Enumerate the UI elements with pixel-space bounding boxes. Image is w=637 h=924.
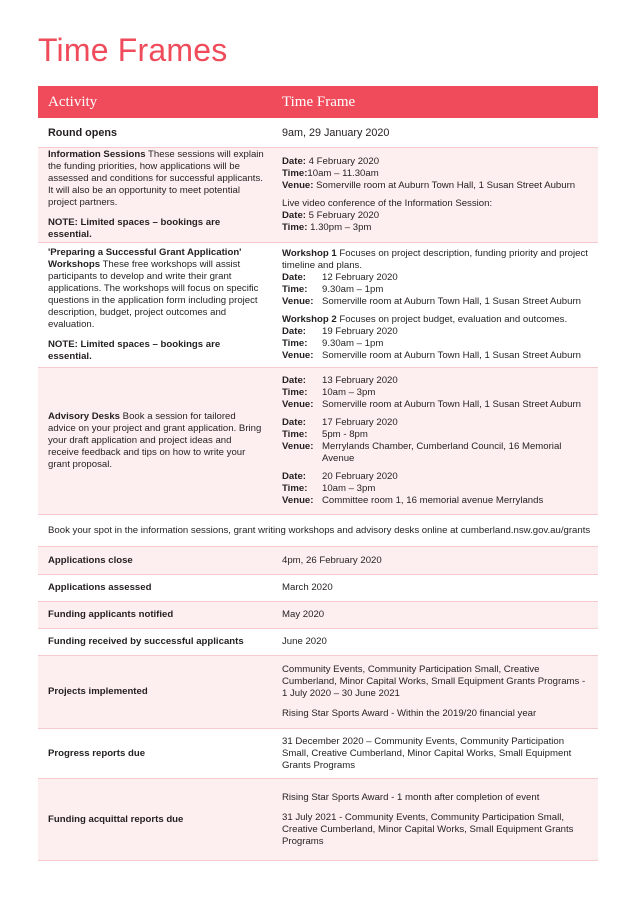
time-value: 10am – 11.30am	[307, 168, 379, 179]
date-value: 13 February 2020	[322, 375, 398, 386]
date-value: 19 February 2020	[322, 326, 398, 337]
page-title: Time Frames	[38, 32, 228, 68]
table-row	[38, 729, 598, 779]
venue-value: Somerville room at Auburn Town Hall, 1 Susan Street Auburn	[313, 180, 576, 191]
venue-label: Venue:	[282, 180, 314, 191]
booking-note-row	[38, 515, 598, 547]
time-value: 10am – 3pm	[322, 387, 376, 398]
row-label: Progress reports due	[48, 747, 146, 759]
table-row	[38, 243, 598, 368]
row-value: March 2020	[282, 582, 333, 593]
time-value: 10am – 3pm	[322, 483, 376, 494]
row-value	[274, 656, 598, 728]
venue-value: Somerville room at Auburn Town Hall, 1 Susan Street Auburn	[322, 296, 581, 307]
table-header	[38, 86, 598, 118]
date-label: Date:	[282, 272, 306, 283]
row-label	[38, 243, 274, 367]
info-session-title: Information Sessions	[48, 149, 146, 160]
info-session-desc: These sessions will explain the funding priorities, how applications will be assessed and conditions for successful applicants. It will also be an opportunity to meet potential project partners.	[48, 149, 264, 208]
date-value: 17 February 2020	[322, 417, 398, 428]
implemented-value-1: Community Events, Community Participation Small, Creative Cumberland, Minor Capital Works, Small Equipment Grants Programs - 1 July 2020 – 30 June 2021	[282, 664, 586, 699]
implemented-value-2: Rising Star Sports Award - Within the 2019/20 financial year	[282, 708, 537, 719]
time-label: Time:	[282, 338, 308, 349]
row-label: Funding applicants notified	[48, 609, 174, 620]
time-value: 9.30am – 1pm	[322, 338, 384, 349]
row-value: May 2020	[282, 609, 325, 620]
venue-label: Venue:	[282, 296, 314, 307]
acquittal-value-1: Rising Star Sports Award - 1 month after completion of event	[282, 791, 540, 803]
time-label: Time:	[282, 483, 308, 494]
table-row	[38, 368, 598, 515]
venue-label: Venue:	[282, 350, 314, 361]
venue-label: Venue:	[282, 441, 314, 452]
venue-value: Committee room 1, 16 memorial avenue Merrylands	[322, 495, 544, 506]
date-label: Date:	[282, 471, 306, 482]
row-label: Round opens	[48, 126, 117, 139]
header-timeframe: Time Frame	[282, 94, 356, 110]
row-value	[274, 779, 598, 860]
row-value	[274, 148, 598, 242]
date-label: Date:	[282, 156, 306, 167]
time-label: Time:	[282, 222, 308, 233]
workshop-desc: These free workshops will assist participants to develop and write their grant applications. The workshops will focus on specific questions in the application form including project description, budget, project outcomes and evaluation.	[48, 259, 259, 330]
date-value: 12 February 2020	[322, 272, 398, 283]
date-label: Date:	[282, 375, 306, 386]
info-session-note: NOTE: Limited spaces – bookings are essential.	[48, 217, 221, 240]
date-label: Date:	[282, 326, 306, 337]
row-label	[38, 148, 274, 242]
workshop-1-desc: Focuses on project description, funding priority and project timeline and plans.	[282, 248, 588, 271]
row-value	[274, 243, 598, 367]
table-row	[38, 118, 598, 148]
advisory-title: Advisory Desks	[48, 411, 120, 422]
row-value	[274, 368, 598, 514]
table-row	[38, 547, 598, 575]
row-label: Funding received by successful applicants	[48, 636, 244, 647]
row-value: 9am, 29 January 2020	[282, 126, 390, 139]
time-label: Time:	[282, 387, 308, 398]
table-row	[38, 602, 598, 629]
time-value: 9.30am – 1pm	[322, 284, 384, 295]
workshop-note: NOTE: Limited spaces – bookings are essential.	[48, 339, 221, 362]
venue-value: Somerville room at Auburn Town Hall, 1 Susan Street Auburn	[322, 399, 581, 410]
row-label	[38, 368, 274, 514]
acquittal-value-2: 31 July 2021 - Community Events, Community Participation Small, Creative Cumberland, Minor Capital Works, Small Equipment Grants Programs	[282, 811, 574, 847]
time-label: Time:	[282, 429, 308, 440]
row-label: Applications assessed	[48, 582, 152, 593]
venue-label: Venue:	[282, 399, 314, 410]
advisory-desc: Book a session for tailored advice on your project and grant application. Bring your draft application and project ideas and receive feedback and tips on how to write your grant proposal.	[48, 411, 262, 470]
date-value: 20 February 2020	[322, 471, 398, 482]
header-activity: Activity	[48, 94, 98, 110]
workshop-title: 'Preparing a Successful Grant Application' Workshops	[48, 247, 242, 270]
row-label: Applications close	[48, 554, 133, 566]
booking-note: Book your spot in the information sessions, grant writing workshops and advisory desks online at cumberland.nsw.gov.au/grants	[48, 524, 591, 536]
row-label: Funding acquittal reports due	[48, 813, 184, 825]
table-row	[38, 148, 598, 243]
row-value: June 2020	[282, 636, 327, 647]
row-value: 4pm, 26 February 2020	[282, 554, 382, 566]
time-value: 5pm - 8pm	[322, 429, 368, 440]
workshop-1-label: Workshop 1	[282, 248, 337, 259]
table-row	[38, 656, 598, 729]
date-label: Date:	[282, 210, 306, 221]
table-row	[38, 779, 598, 861]
table-row	[38, 629, 598, 656]
date-value: 4 February 2020	[306, 156, 380, 167]
row-label: Projects implemented	[48, 686, 148, 697]
venue-value: Merrylands Chamber, Cumberland Council, 16 Memorial Avenue	[322, 441, 562, 464]
date-label: Date:	[282, 417, 306, 428]
live-conference-text: Live video conference of the Information Session:	[282, 198, 493, 209]
table-row	[38, 575, 598, 602]
time-frames-table	[38, 86, 598, 861]
row-value: 31 December 2020 – Community Events, Community Participation Small, Creative Cumberland, Minor Capital Works, Small Equipment Grants Programs	[282, 735, 572, 771]
venue-value: Somerville room at Auburn Town Hall, 1 Susan Street Auburn	[322, 350, 581, 361]
venue-label: Venue:	[282, 495, 314, 506]
time-label: Time:	[282, 284, 308, 295]
time-value: 1.30pm – 3pm	[307, 222, 372, 233]
workshop-2-desc: Focuses on project budget, evaluation and outcomes.	[336, 314, 568, 325]
time-label: Time:	[282, 168, 308, 179]
workshop-2-label: Workshop 2	[282, 314, 337, 325]
date-value: 5 February 2020	[306, 210, 380, 221]
